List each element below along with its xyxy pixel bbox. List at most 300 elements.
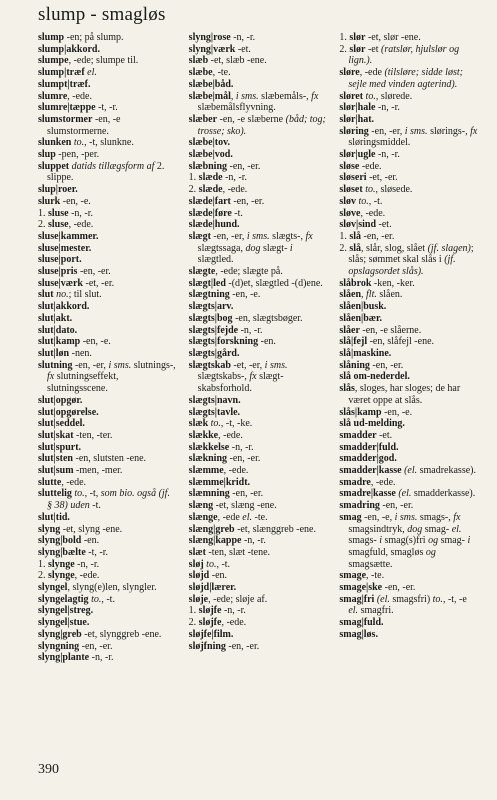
- editorial-note: i sms.: [264, 359, 288, 371]
- dictionary-entry: [339, 582, 478, 594]
- entry-text: -en, -er.: [77, 266, 111, 278]
- entry-text: -en.: [258, 336, 276, 348]
- headword: sluppet: [38, 160, 70, 172]
- headword: slæmme|kridt.: [188, 476, 251, 488]
- entry-text: slægtled.: [197, 254, 234, 266]
- entry-text: slutnings-,: [131, 359, 176, 371]
- dictionary-entry: [339, 243, 478, 278]
- dictionary-entry: [339, 184, 478, 196]
- entry-text: ,: [230, 90, 236, 102]
- dictionary-entry: [189, 500, 328, 512]
- dictionary-entry: [189, 289, 328, 301]
- headword: slyng|greb: [38, 628, 82, 640]
- dictionary-entry: [38, 79, 177, 91]
- entry-text: smag(s)fri: [381, 535, 429, 547]
- editorial-note: to.: [432, 593, 443, 605]
- dictionary-entry: [189, 208, 328, 220]
- dictionary-entry: [189, 137, 328, 149]
- dictionary-entry: [189, 161, 328, 173]
- entry-text: -et, slør -ene.: [365, 32, 421, 43]
- dictionary-entry: [339, 383, 478, 406]
- dictionary-entry: [339, 336, 478, 348]
- dictionary-entry: [38, 395, 177, 407]
- entry-text: -en, -e slåerne.: [359, 324, 422, 336]
- entry-text: -te.: [252, 511, 268, 523]
- entry-text: -en, -e.: [381, 406, 413, 418]
- headword: slyngel|streg.: [38, 605, 94, 617]
- entry-text: slæbemåls-,: [258, 90, 312, 102]
- dictionary-entry: [339, 172, 478, 184]
- entry-text: -en, -e.: [60, 195, 91, 207]
- headword: slut|akt.: [38, 312, 73, 324]
- entry-text: , sløsede.: [375, 184, 413, 196]
- dictionary-entry: [189, 231, 328, 266]
- entry-text: , -ede; slægte på.: [215, 266, 283, 278]
- dictionary-entry: [339, 500, 478, 512]
- headword: slut|skat: [38, 429, 74, 441]
- headword: slæde|hund.: [188, 219, 240, 231]
- dictionary-entry: [339, 629, 478, 641]
- headword: slør: [349, 43, 366, 55]
- entry-text: -et.: [376, 429, 393, 441]
- headword: slægts|bog: [188, 312, 233, 324]
- entry-text: -en, -e.: [80, 336, 111, 348]
- entry-text: -n, -r.: [229, 441, 254, 453]
- headword: slyngning: [38, 640, 80, 652]
- entry-text: -ede.: [359, 160, 382, 172]
- headword: slunken: [38, 137, 72, 149]
- entry-text: , -t, -e: [442, 593, 467, 605]
- headword: slægts|tavle.: [188, 406, 241, 418]
- entry-text: -n, -r.: [222, 172, 248, 184]
- entry-text: 2.: [188, 617, 199, 629]
- headword: sløjfe: [198, 605, 222, 617]
- headword: slyngel: [38, 582, 68, 594]
- dictionary-entry: [339, 617, 478, 629]
- entry-text: , -ede; slumpe til.: [68, 55, 139, 67]
- entry-text: -en, -e.: [229, 289, 261, 301]
- headword: slut|dato.: [38, 324, 78, 336]
- headword: slæde: [198, 184, 223, 196]
- headword: slump|træf: [38, 67, 85, 79]
- headword: slæmme: [188, 465, 224, 477]
- dictionary-entry: [189, 488, 328, 500]
- headword: sløret: [339, 90, 364, 102]
- entry-text: smagfri.: [358, 605, 394, 617]
- headword: slåning: [339, 359, 370, 371]
- dictionary-entry: [38, 114, 177, 137]
- entry-text: smagsfri): [389, 593, 433, 605]
- entry-text: , -t.: [216, 558, 231, 570]
- editorial-note: i: [289, 242, 293, 254]
- entry-text: -en, -er.: [230, 195, 265, 207]
- dictionary-entry: [189, 55, 328, 67]
- dictionary-entry: [38, 582, 177, 594]
- headword: slyng|værk: [188, 43, 236, 55]
- entry-text: slæbemålsflyvning.: [197, 102, 276, 114]
- dictionary-entry: [38, 219, 177, 231]
- headword: slump|akkord.: [38, 43, 100, 55]
- headword: slut|spurt.: [38, 441, 82, 453]
- dictionary-entry: [38, 184, 177, 196]
- headword: sløjfning: [188, 640, 226, 652]
- page-number: 390: [38, 762, 59, 777]
- entry-text: -n, -r.: [375, 102, 400, 114]
- entry-text: , -ede.: [67, 90, 92, 102]
- entry-text: -en.: [81, 535, 100, 547]
- entry-text: , -ede.: [223, 465, 249, 477]
- headword: sløjd|lærer.: [188, 582, 237, 594]
- headword: slyngel|stue.: [38, 617, 90, 629]
- editorial-note: dog: [245, 242, 261, 254]
- headword: sluse|port.: [38, 254, 82, 266]
- headword: slyng|rose: [188, 32, 231, 43]
- entry-text: smadderkasse).: [411, 488, 476, 500]
- dictionary-entry: [38, 488, 177, 511]
- headword: slut: [38, 289, 54, 301]
- dictionary-entry: [38, 652, 177, 664]
- headword: slåbrok: [339, 277, 372, 289]
- entry-text: -en, slåfejl -ene.: [367, 336, 435, 348]
- headword: smage: [339, 570, 367, 582]
- entry-text: -n, -r.: [238, 324, 263, 336]
- entry-text: , -ede.: [61, 476, 87, 488]
- dictionary-entry: [339, 442, 478, 454]
- entry-text: -n, -r.: [89, 652, 114, 664]
- headword: slut|kamp: [38, 336, 81, 348]
- headword: slut|opgørelse.: [38, 406, 99, 418]
- entry-text: , -t, slunkne.: [84, 137, 134, 149]
- column-right: [339, 32, 478, 754]
- entry-text: , -t.: [368, 195, 383, 207]
- headword: slut|tid.: [38, 511, 70, 523]
- editorial-note: i sms.: [394, 511, 418, 523]
- headword: slægts|arv.: [188, 301, 234, 313]
- headword: sløjfe: [198, 617, 222, 629]
- headword: slyng|bælte: [38, 546, 86, 558]
- entry-text: -en, -er.: [369, 359, 404, 371]
- entry-text: -pen, -per.: [55, 149, 100, 161]
- dictionary-entry: [189, 512, 328, 524]
- entry-text: -t, -r.: [95, 102, 118, 114]
- editorial-note: to.: [356, 195, 369, 207]
- headword: slægts|gård.: [188, 347, 240, 359]
- headword: sluse|mester.: [38, 242, 92, 254]
- entry-text: 2. slippe.: [47, 160, 165, 184]
- dictionary-entry: [38, 231, 177, 243]
- dictionary-entry: [38, 407, 177, 419]
- headword: sluse|kammer.: [38, 230, 99, 242]
- entry-text: -en, slægtsbøger.: [232, 312, 303, 324]
- entry-text: -en, -er.: [227, 453, 261, 465]
- entry-text: slægtskabsforhold.: [197, 371, 284, 395]
- dictionary-entry: [339, 453, 478, 465]
- entry-text: -et, slynggreb -ene.: [81, 628, 162, 640]
- entry-text: , slyng(e)len, slyngler.: [67, 582, 157, 594]
- headword: sløring: [339, 125, 369, 137]
- headword: smadder|fuld.: [339, 441, 399, 453]
- entry-text: -et, slænggreb -ene.: [234, 523, 316, 535]
- headword: slæde|føre: [188, 207, 232, 219]
- headword: slæde: [198, 172, 223, 184]
- dictionary-entry: [189, 524, 328, 536]
- headword: slut|opgør.: [38, 394, 83, 406]
- dictionary-entry: [339, 67, 478, 90]
- headword: slør: [349, 32, 366, 43]
- entry-text: -et.: [235, 43, 251, 55]
- headword: slåen|bær.: [339, 312, 383, 324]
- entry-text: -en, -er,: [210, 230, 247, 242]
- dictionary-entry: [38, 289, 177, 301]
- editorial-note: (el.: [376, 593, 390, 605]
- headword: slyng|bold: [38, 535, 82, 547]
- dictionary-entry: [339, 407, 478, 419]
- editorial-note: i sms.: [246, 230, 270, 242]
- headword: slåer: [339, 324, 360, 336]
- headword: slyngelagtig: [38, 593, 89, 605]
- headword: smadre|kasse: [339, 488, 396, 500]
- dictionary-entry: [339, 161, 478, 173]
- editorial-note: el.: [84, 67, 97, 79]
- entry-text: -ten, -ter.: [73, 429, 113, 441]
- entry-text: , -ede.: [74, 570, 100, 582]
- editorial-note: to.: [203, 558, 217, 570]
- dictionary-entry: [38, 32, 177, 44]
- dictionary-entry: [38, 605, 177, 617]
- headword: slynge: [48, 570, 75, 582]
- dictionary-entry: [189, 313, 328, 325]
- entry-text: , -t,: [84, 488, 101, 500]
- headword: slør|hat.: [339, 113, 375, 125]
- dictionary-entry: [38, 547, 177, 559]
- editorial-note: (båd; tog; trosse; sko).: [197, 113, 326, 137]
- headword: smag|fri: [339, 593, 375, 605]
- entry-text: , -t.: [101, 593, 115, 605]
- headword: sløseri: [339, 172, 367, 184]
- entry-text: -(d)et, slægtled -(d)ene.: [225, 277, 323, 289]
- entry-text: , -ede.: [360, 207, 386, 219]
- dictionary-entry: [339, 488, 478, 500]
- editorial-note: fx: [470, 125, 478, 137]
- entry-text: 1.: [339, 32, 350, 43]
- editorial-note: to.: [88, 593, 102, 605]
- dictionary-entry: [339, 114, 478, 126]
- dictionary-entry: [38, 430, 177, 442]
- entry-text: , -te.: [366, 570, 385, 582]
- entry-text: 2.: [188, 184, 199, 196]
- editorial-note: no.: [53, 289, 69, 301]
- headword: slumstormer: [38, 113, 93, 125]
- entry-text: -en, -er.: [229, 488, 264, 500]
- dictionary-entry: [189, 114, 328, 137]
- dictionary-entry: [339, 348, 478, 360]
- headword: slægts|forskning: [188, 336, 259, 348]
- dictionary-entry: [189, 453, 328, 465]
- dictionary-entry: [339, 44, 478, 67]
- editorial-note: som bio. også (jf. § 38) uden: [47, 488, 170, 512]
- dictionary-entry: [189, 301, 328, 313]
- headword: smag|fuld.: [339, 617, 384, 629]
- entry-text: , -ede: [359, 67, 385, 79]
- dictionary-entry: [339, 512, 478, 571]
- headword: slå: [349, 242, 362, 254]
- editorial-note: (ratslør, hjulslør og lign.).: [348, 43, 460, 67]
- dictionary-entry: [189, 605, 328, 617]
- headword: slæde|fart: [188, 195, 231, 207]
- dictionary-entry: [189, 535, 328, 547]
- headword: slumpt|træf.: [38, 78, 91, 90]
- headword: sløv|sind: [339, 219, 377, 231]
- headword: slutning: [38, 359, 73, 371]
- headword: sluse|værk: [38, 277, 83, 289]
- entry-text: -n, -r.: [230, 32, 256, 43]
- headword: slæbe|tov.: [188, 137, 231, 149]
- headword: slut|seddel.: [38, 418, 85, 430]
- entry-text: , slår, slog, slået: [361, 242, 428, 254]
- dictionary-entry: [38, 149, 177, 161]
- dictionary-entry: [189, 617, 328, 629]
- editorial-note: fx: [305, 230, 313, 242]
- dictionary-entry: [189, 629, 328, 641]
- headword: smag|løs.: [339, 628, 378, 640]
- headword: slå|fejl: [339, 336, 368, 348]
- dictionary-entry: [339, 278, 478, 290]
- entry-text: -en, -er.: [225, 640, 260, 652]
- dictionary-entry: [38, 67, 177, 79]
- headword: slør|ugle: [339, 149, 376, 161]
- headword: slæb: [188, 55, 209, 67]
- dictionary-entry: [38, 535, 177, 547]
- headword: slæng|greb: [188, 523, 235, 535]
- editorial-note: i: [379, 535, 382, 547]
- dictionary-entry: [189, 278, 328, 290]
- entry-text: -n, -r.: [74, 558, 100, 570]
- dictionary-entry: [189, 559, 328, 571]
- entry-text: -ten, slæt -tene.: [205, 546, 271, 558]
- entry-text: -en, slutsten -ene.: [73, 453, 147, 465]
- dictionary-entry: [339, 91, 478, 103]
- dictionary-entry: [38, 559, 177, 571]
- dictionary-entry: [339, 289, 478, 301]
- entry-text: -ken, -ker.: [371, 277, 415, 289]
- headword: slå ud-melding.: [339, 418, 405, 430]
- editorial-note: i sms.: [404, 125, 428, 137]
- dictionary-entry: [189, 32, 328, 44]
- dictionary-entry: [189, 641, 328, 653]
- entry-text: -n, -r.: [221, 605, 246, 617]
- entry-text: smags-: [348, 535, 380, 547]
- dictionary-entry: [189, 149, 328, 161]
- headword: slæng|kappe: [188, 535, 242, 547]
- entry-text: -en, -er.: [379, 500, 414, 512]
- entry-text: smagfuld, smagløs: [348, 546, 426, 558]
- headword: slække: [188, 429, 219, 441]
- headword: slut|løn: [38, 347, 70, 359]
- headword: smadre: [339, 476, 371, 488]
- headword: slup|roer.: [38, 184, 78, 196]
- entry-text: ; slås; sømmet skal slås i: [348, 242, 474, 266]
- editorial-note: to.: [362, 184, 376, 196]
- entry-text: , -ede.: [218, 429, 243, 441]
- dictionary-entry: [339, 325, 478, 337]
- headword: sløre: [339, 67, 360, 79]
- headword: sluse|pris: [38, 266, 78, 278]
- entry-text: -t.: [89, 500, 101, 512]
- headword: sløjfe|film.: [188, 628, 234, 640]
- dictionary-entry: [189, 184, 328, 196]
- headword: sløje: [188, 593, 209, 605]
- dictionary-entry: [38, 629, 177, 641]
- dictionary-entry: [339, 465, 478, 477]
- headword: smadder: [339, 429, 377, 441]
- entry-text: ,: [361, 289, 367, 301]
- editorial-note: dog: [407, 523, 423, 535]
- dictionary-entry: [189, 266, 328, 278]
- headword: slækning: [188, 453, 228, 465]
- entry-text: , -ede: [217, 511, 243, 523]
- dictionary-entry: [339, 360, 478, 372]
- editorial-note: (jf. opslagsordet slås).: [348, 254, 456, 278]
- entry-text: -nen.: [69, 347, 92, 359]
- entry-text: smag-: [422, 523, 452, 535]
- dictionary-entry: [189, 594, 328, 606]
- headword: smadder|kasse: [339, 465, 402, 477]
- running-header: slump - smagløs: [38, 4, 166, 25]
- dictionary-entry: [38, 336, 177, 348]
- dictionary-entry: [189, 418, 328, 430]
- headword: slæbe|båd.: [188, 78, 234, 90]
- entry-text: -t, -r.: [85, 546, 108, 558]
- headword: slæber: [188, 113, 218, 125]
- entry-text: , -ede.: [68, 219, 94, 231]
- dictionary-entry: [339, 301, 478, 313]
- dictionary-entry: [38, 570, 177, 582]
- headword: slåen: [339, 289, 362, 301]
- headword: sløv: [339, 195, 357, 207]
- editorial-note: to.: [363, 90, 376, 102]
- entry-text: -en.: [209, 570, 228, 582]
- entry-text: , -te.: [212, 67, 231, 79]
- headword: sløset: [339, 184, 363, 196]
- entry-text: -t.: [231, 207, 243, 219]
- headword: slåen|busk.: [339, 301, 387, 313]
- dictionary-entry: [38, 512, 177, 524]
- headword: slør|hale: [339, 102, 376, 114]
- dictionary-entry: [339, 219, 478, 231]
- entry-text: slåen.: [376, 289, 403, 301]
- dictionary-entry: [189, 442, 328, 454]
- dictionary-entry: [38, 313, 177, 325]
- editorial-note: fx: [453, 511, 461, 523]
- headword: slut|sum: [38, 465, 74, 477]
- entry-text: , -ede.: [222, 184, 248, 196]
- entry-text: slægt-: [260, 242, 290, 254]
- dictionary-entry: [189, 219, 328, 231]
- entry-text: -men, -mer.: [73, 465, 123, 477]
- headword: sløve: [339, 207, 361, 219]
- entry-text: sløringsmiddel.: [348, 137, 411, 149]
- headword: slump: [38, 32, 65, 43]
- headword: slå|maskine.: [339, 347, 392, 359]
- dictionary-entry: [339, 418, 478, 430]
- headword: slænge: [188, 511, 218, 523]
- dictionary-entry: [189, 325, 328, 337]
- entry-text: -et, slæng -ene.: [213, 500, 277, 512]
- dictionary-entry: [339, 477, 478, 489]
- entry-text: smag-: [438, 535, 468, 547]
- headword: slut|akkord.: [38, 301, 90, 313]
- entry-text: -en, -er.: [361, 230, 395, 242]
